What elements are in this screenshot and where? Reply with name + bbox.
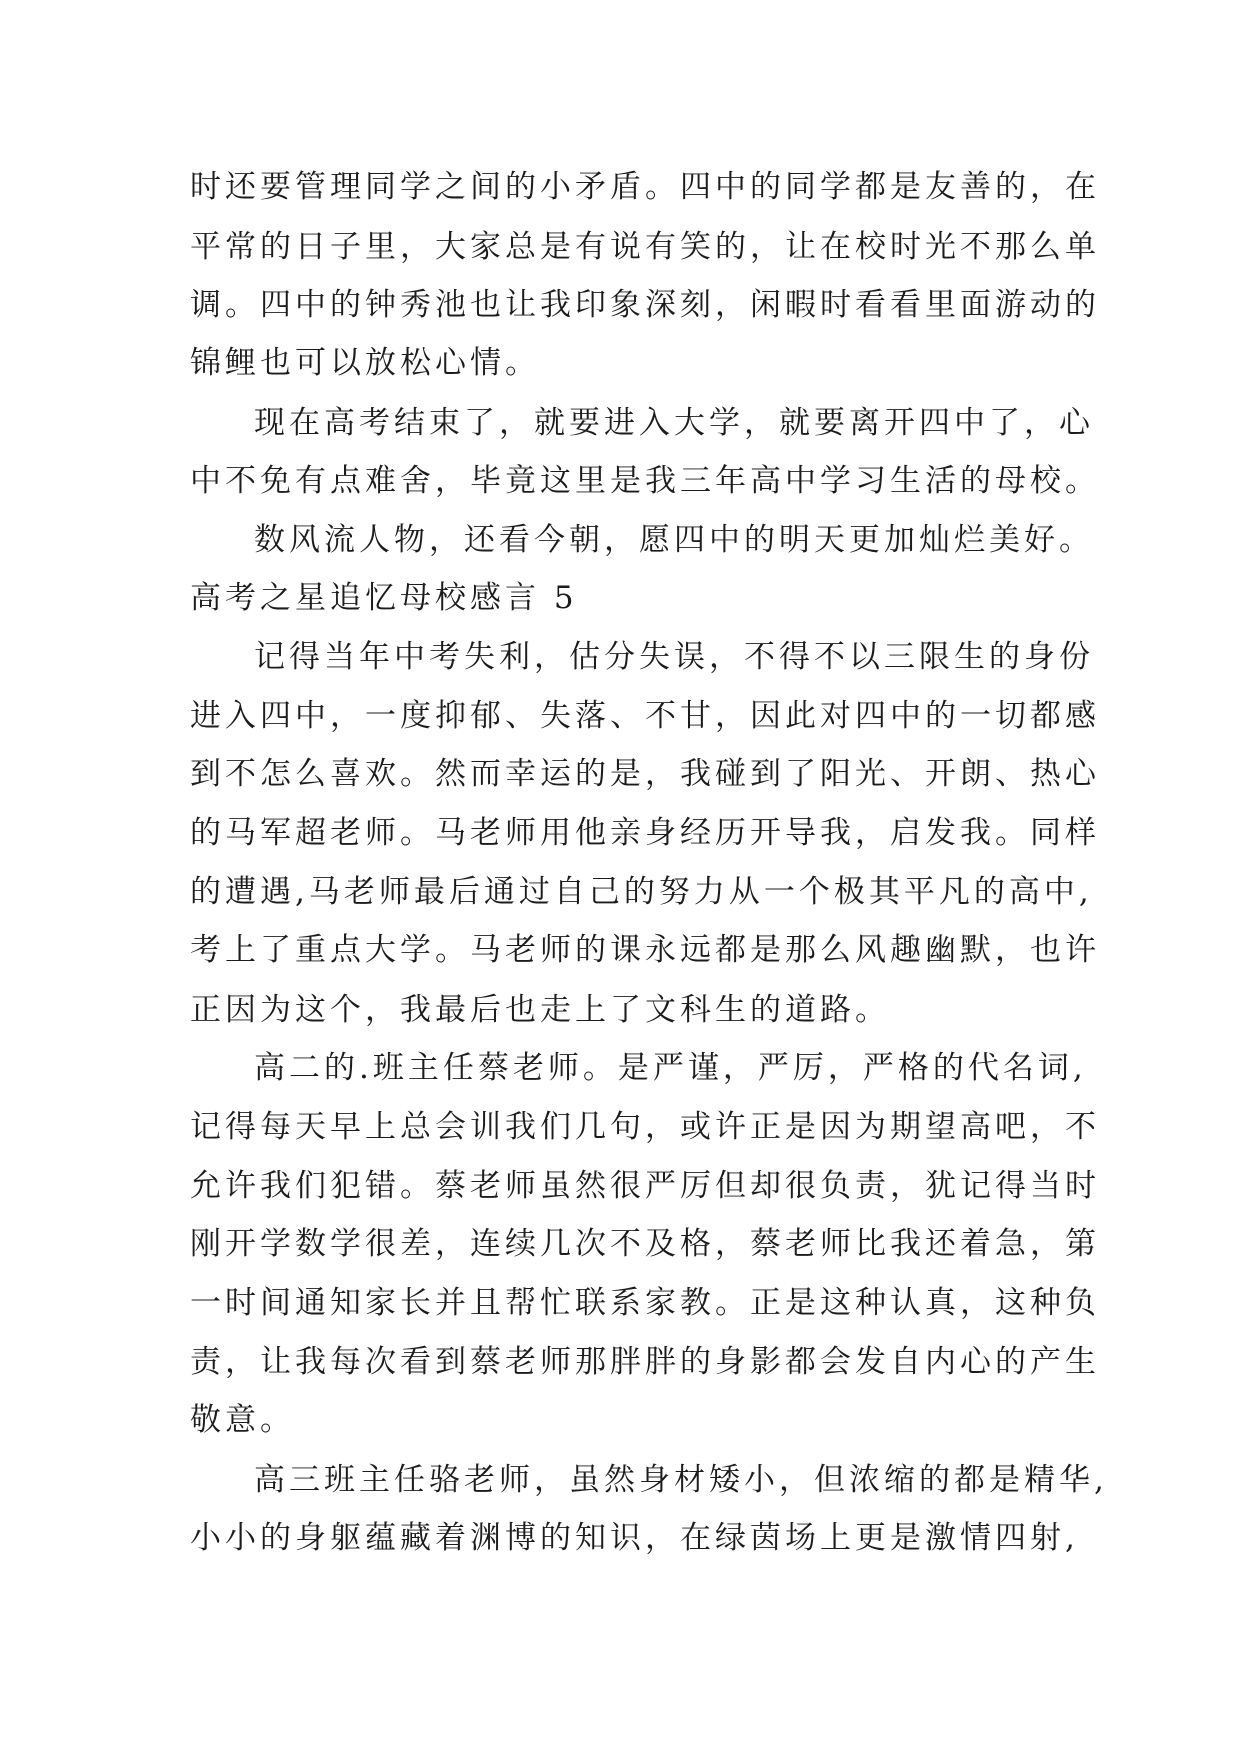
text-line: 责，让我每次看到蔡老师那胖胖的身影都会发自内心的产生 [190, 1344, 1100, 1380]
text-line: 进入四中，一度抑郁、失落、不甘，因此对四中的一切都感 [190, 698, 1100, 734]
paragraph-start-line: 高二的.班主任蔡老师。是严谨，严厉，严格的代名词, [254, 1050, 1087, 1086]
text-line: 调。四中的钟秀池也让我印象深刻，闲暇时看看里面游动的 [190, 287, 1100, 323]
text-line: 刚开学数学很差，连续几次不及格，蔡老师比我还着急，第 [190, 1226, 1100, 1262]
text-line: 到不怎么喜欢。然而幸运的是，我碰到了阳光、开朗、热心 [190, 756, 1100, 792]
text-line: 敬意。 [190, 1402, 295, 1438]
text-line: 正因为这个，我最后也走上了文科生的道路。 [190, 992, 890, 1028]
text-line: 时还要管理同学之间的小矛盾。四中的同学都是友善的，在 [190, 169, 1100, 205]
text-line: 一时间通知家长并且帮忙联系家教。正是这种认真，这种负 [190, 1285, 1100, 1321]
paragraph-start-line: 现在高考结束了，就要进入大学，就要离开四中了，心 [254, 405, 1094, 441]
text-line: 平常的日子里，大家总是有说有笑的，让在校时光不那么单 [190, 229, 1100, 265]
text-line: 小小的身躯蕴藏着渊博的知识，在绿茵场上更是激情四射, [190, 1520, 1079, 1556]
paragraph-start-line: 数风流人物，还看今朝，愿四中的明天更加灿烂美好。 [254, 522, 1094, 558]
text-line: 允许我们犯错。蔡老师虽然很严厉但却很负责，犹记得当时 [190, 1168, 1100, 1204]
text-line: 的遭遇,马老师最后通过自己的努力从一个极其平凡的高中, [190, 874, 1093, 910]
text-line: 考上了重点大学。马老师的课永远都是那么风趣幽默，也许 [190, 932, 1100, 968]
text-line: 中不免有点难舍，毕竟这里是我三年高中学习生活的母校。 [190, 463, 1100, 499]
text-line: 的马军超老师。马老师用他亲身经历开导我，启发我。同样 [190, 815, 1100, 851]
text-line: 记得每天早上总会训我们几句，或许正是因为期望高吧，不 [190, 1109, 1100, 1145]
section-heading: 高考之星追忆母校感言 5 [190, 580, 578, 616]
paragraph-start-line: 记得当年中考失利，估分失误，不得不以三限生的身份 [254, 639, 1094, 675]
text-line: 锦鲤也可以放松心情。 [190, 345, 540, 381]
paragraph-start-line: 高三班主任骆老师，虽然身材矮小，但浓缩的都是精华, [254, 1462, 1108, 1498]
